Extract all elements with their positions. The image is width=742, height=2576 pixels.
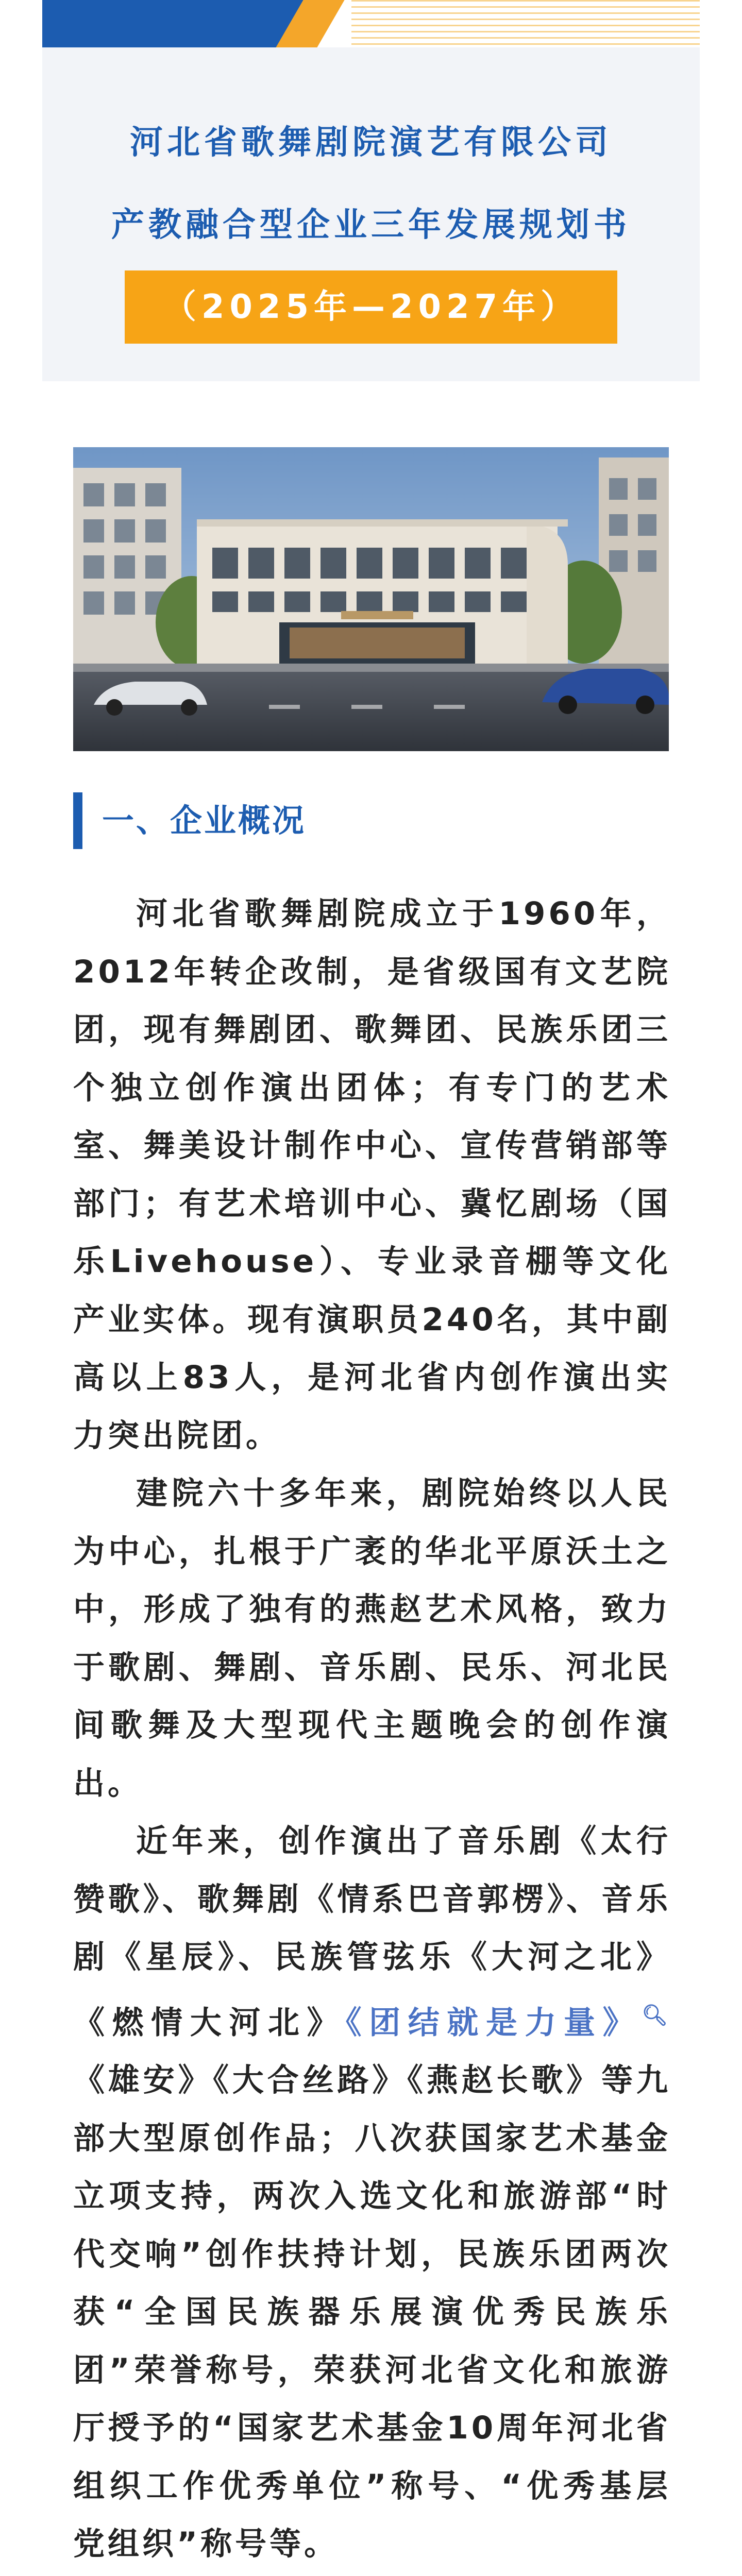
unity-is-strength-link[interactable]: 《团结就是力量》 — [346, 2004, 642, 2041]
page-title-line-1: 河北省歌舞剧院演艺有限公司 — [130, 124, 612, 162]
header-card — [42, 0, 700, 381]
paragraph-3-text-b: 《雄安》《大合丝路》《燕赵长歌》等九部大型原创作品；八次获国家艺术基金立项支持，两次入选文化和旅游部“时代交响”创作扶持计划，民族乐团两次获“全国民族器乐展演优秀民族乐团”荣誉称号，荣获河北省文化和旅游厅授予的“国家艺术基金10周年河北省组织工作优秀单位”称号、“优秀基层党组织”称号等。 — [73, 2062, 671, 2563]
section-title: 一、企业概况 — [102, 802, 307, 839]
search-icon[interactable]: 🔍︎ — [642, 2003, 671, 2027]
header-decor-strip — [42, 0, 700, 47]
building-rendering-image — [73, 447, 669, 751]
paragraph-1: 河北省歌舞剧院成立于1960年，2012年转企改制，是省级国有文艺院团，现有舞剧团、歌舞团、民族乐团三个独立创作演出团体；有专门的艺术室、舞美设计制作中心、宣传营销部等部门；有艺术培训中心、冀忆剧场（国乐Livehouse）、专业录音棚等文化产业实体。现有演职员240名，其中副高以上83人，是河北省内创作演出实力突出院团。 — [73, 895, 671, 1454]
section-accent-bar — [73, 792, 82, 849]
paragraph-3-text-a: 近年来，创作演出了音乐剧《太行赞歌》、歌舞剧《情系巴音郭楞》、音乐剧《星辰》、民族管弦乐《大河之北》《燃情大河北》 — [73, 1823, 671, 2041]
decor-lines — [351, 0, 700, 47]
paragraph-3 — [73, 1812, 671, 2573]
page-title-line-2: 产教融合型企业三年发展规划书 — [111, 206, 631, 244]
decor-blue-band — [42, 0, 310, 47]
year-range-badge: （2025年—2027年） — [125, 270, 617, 344]
paragraph-2: 建院六十多年来，剧院始终以人民为中心，扎根于广袤的华北平原沃土之中，形成了独有的燕赵艺术风格，致力于歌剧、舞剧、音乐剧、民乐、河北民间歌舞及大型现代主题晚会的创作演出。 — [73, 1475, 671, 1802]
overview-body — [73, 885, 671, 2573]
section-heading-overview — [73, 792, 669, 849]
